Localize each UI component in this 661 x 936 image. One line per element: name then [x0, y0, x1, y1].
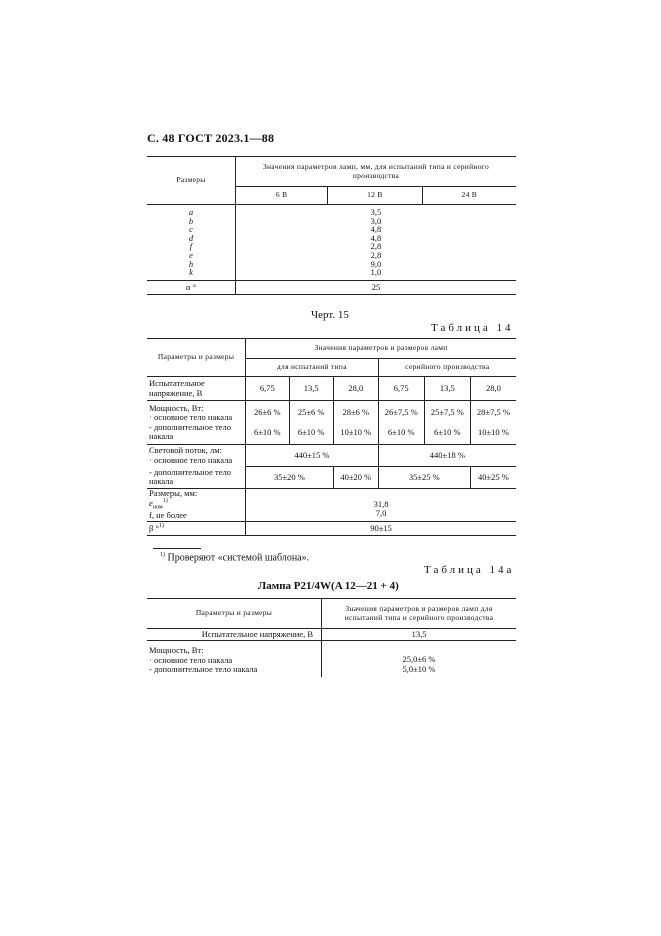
table-14 [147, 338, 516, 536]
dimensions-table [147, 156, 516, 295]
t14-voltage-1: 6,75 [246, 377, 289, 401]
t14-col-values: Значения параметров и размеров ламп [246, 339, 516, 359]
page-header: С. 48 ГОСТ 2023.1—88 [147, 131, 275, 145]
t14-power-4: 26±7,5 % 6±10 % [378, 401, 424, 445]
t14-voltage-3: 28,0 [333, 377, 378, 401]
t14-voltage-2: 13,5 [289, 377, 333, 401]
voltage-6v: 6 В [235, 187, 327, 205]
t14-voltage-label: Испытательное напряжение, В [147, 377, 246, 401]
t14-flux-main-type: 440±15 % [246, 445, 379, 467]
t14a-power-values: 25,0±6 % 5,0±10 % [322, 641, 517, 677]
t14-flux-main-serial: 440±18 % [378, 445, 516, 467]
t14-flux-label: Световой поток, лм: · основное тело накала [147, 445, 246, 467]
footnote: $^{1)}$ Проверяют «системой шаблона». [160, 552, 310, 564]
t14a-power-label: Мощность, Вт: · основное тело накала - дополнительное тело накала [147, 641, 322, 677]
voltage-12v: 12 В [328, 187, 422, 205]
t14-power-5: 25±7,5 % 6±10 % [424, 401, 470, 445]
alpha-label: α ° [147, 280, 235, 294]
t14-flux-extra-1: 35±20 % [246, 467, 334, 489]
t14-power-6: 28±7,5 % 10±10 % [470, 401, 516, 445]
t14a-col-values: Значения параметров и размеров ламп для испытаний типа и серийного производства [322, 599, 517, 629]
t14-flux-extra-2: 40±20 % [333, 467, 378, 489]
t14-beta-value: 90±15 [246, 521, 516, 535]
t14-sizes-label: Размеры, мм: $e_{ном}^{1)}$ f, не более [147, 489, 246, 522]
voltage-24v: 24 В [422, 187, 516, 205]
t14-beta-label: β °$^{1)}$ [147, 521, 246, 535]
t14-power-label: Мощность, Вт: · основное тело накала - дополнительное тело накала [147, 401, 246, 445]
lamp-title: Лампа P21/4W(A 12—21 + 4) [258, 580, 399, 592]
t14a-voltage-value: 13,5 [322, 629, 517, 641]
t14-power-2: 25±6 % 6±10 % [289, 401, 333, 445]
alpha-value: 25 [235, 280, 516, 294]
t14-power-1: 26±6 % 6±10 % [246, 401, 289, 445]
dim-values: 3,5 3,0 4,8 4,8 2,8 2,8 9,0 1,0 [235, 205, 516, 281]
t14a-col-param: Параметры и размеры [195, 608, 273, 618]
t14-sizes-values: 31,8 7,0 [246, 489, 516, 522]
figure-caption: Черт. 15 [311, 309, 349, 321]
t14-voltage-5: 13,5 [424, 377, 470, 401]
t14-power-3: 28±6 % 10±10 % [333, 401, 378, 445]
col-param-header: Размеры [176, 175, 206, 185]
table14a-title: Таблица 14а [424, 564, 515, 576]
table-14a [147, 598, 516, 677]
t14-group-serial: серийного производства [378, 359, 516, 377]
footnote-divider [153, 548, 201, 549]
t14-group-type: для испытаний типа [246, 359, 379, 377]
t14-voltage-4: 6,75 [378, 377, 424, 401]
t14-flux-extra-label: - дополнительное тело накала [147, 467, 246, 489]
t14-flux-extra-4: 40±25 % [470, 467, 516, 489]
t14-col-param: Параметры и размеры [147, 339, 246, 377]
t14-flux-extra-3: 35±25 % [378, 467, 470, 489]
table14-title: Таблица 14 [431, 322, 514, 334]
col-values-header: Значения параметров ламп, мм, для испытаний типа и серийного производства [235, 157, 516, 187]
t14-voltage-6: 28,0 [470, 377, 516, 401]
t14a-voltage-label: Испытательное напряжение, В [147, 629, 322, 641]
dim-labels: a b c d f e h k [147, 205, 235, 281]
